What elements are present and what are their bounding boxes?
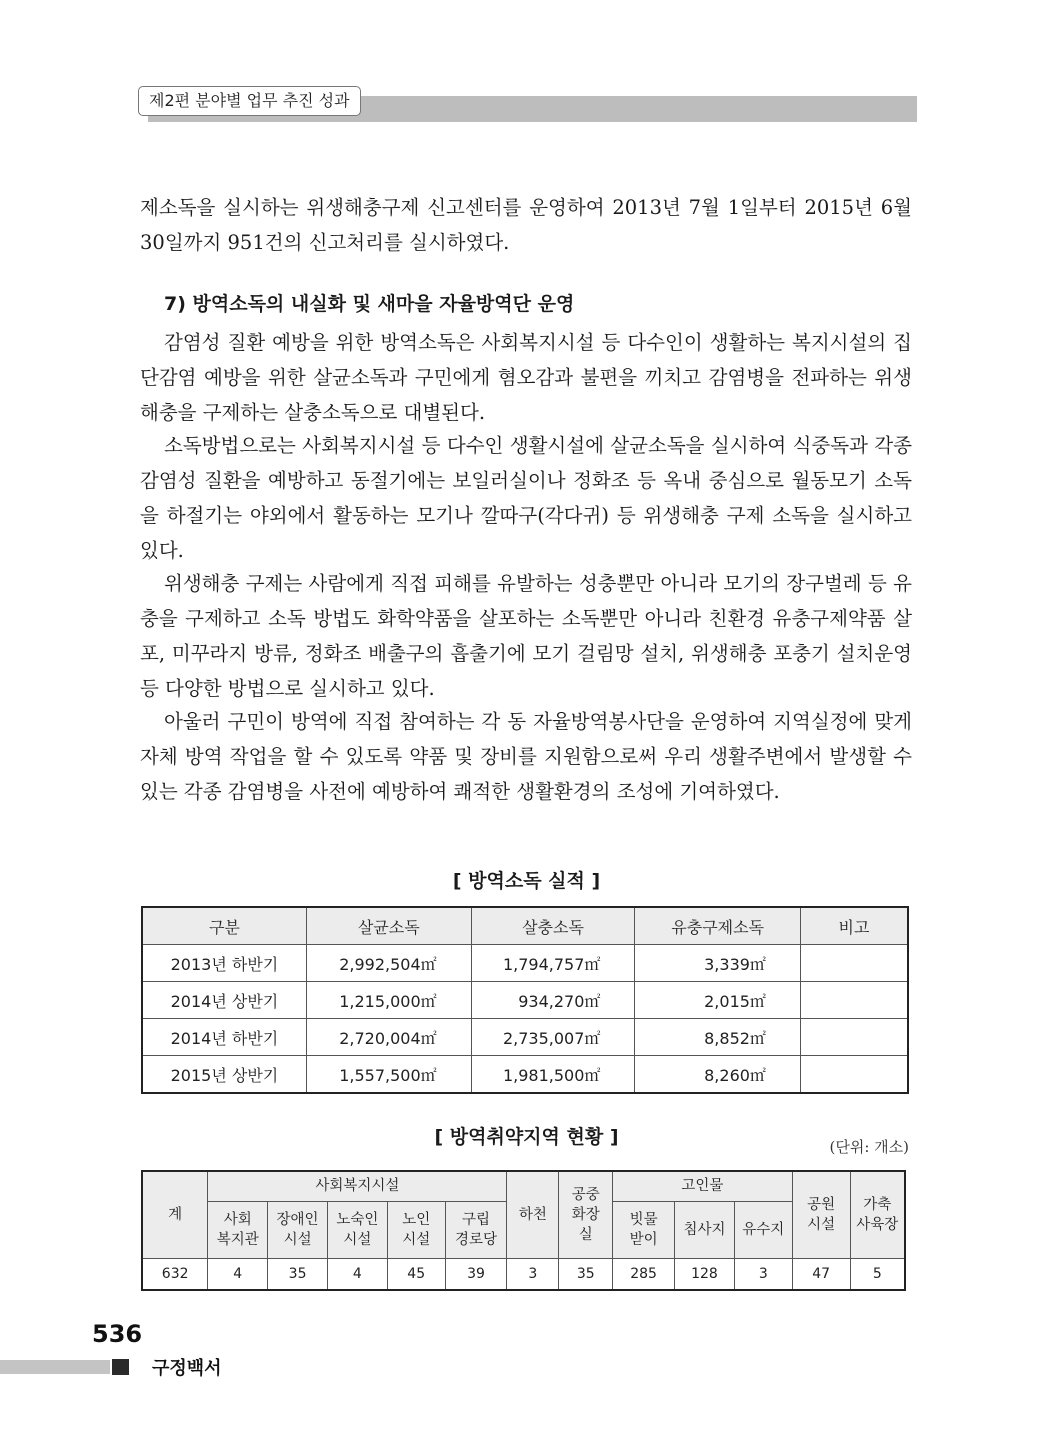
cell: 2,720,004㎡ [306,1019,471,1056]
subheading: 7) 방역소독의 내실화 및 새마을 자율방역단 운영 [164,293,575,315]
cell: 8,852㎡ [635,1019,801,1056]
cell: 4 [327,1258,387,1290]
row-label: 2014년 상반기 [142,982,306,1019]
col-subheader: 노숙인 시설 [327,1201,387,1258]
cell: 1,215,000㎡ [306,982,471,1019]
col-header-livestock: 가축 사육장 [850,1171,905,1258]
cell: 39 [445,1258,507,1290]
cell [800,945,908,982]
footer-square [112,1359,129,1375]
col-header-toilet: 공중 화장 실 [559,1171,613,1258]
cell: 1,981,500㎡ [471,1056,635,1094]
page-number: 536 [92,1320,143,1348]
col-subheader: 사회 복지관 [208,1201,268,1258]
row-label: 2013년 하반기 [142,945,306,982]
cell: 2,992,504㎡ [306,945,471,982]
cell: 8,260㎡ [635,1056,801,1094]
col-subheader: 노인 시설 [387,1201,445,1258]
col-header: 유충구제소독 [635,907,801,945]
cell: 3,339㎡ [635,945,801,982]
cell: 47 [792,1258,850,1290]
paragraph-continuation: 제소독을 실시하는 위생해충구제 신고센터를 운영하여 2013년 7월 1일부터 2015년 6월 30일까지 951건의 신고처리를 실시하였다. [140,196,912,254]
cell [800,982,908,1019]
vulnerable-areas-table [141,1170,906,1291]
row-label: 2014년 하반기 [142,1019,306,1056]
cell: 632 [142,1258,208,1290]
cell: 934,270㎡ [471,982,635,1019]
col-header: 살균소독 [306,907,471,945]
cell: 45 [387,1258,445,1290]
cell: 35 [559,1258,613,1290]
table-row [142,982,908,1019]
col-header-welfare: 사회복지시설 [208,1171,507,1201]
col-header-stagnant: 고인물 [613,1171,793,1201]
cell: 2,015㎡ [635,982,801,1019]
table1-caption: [ 방역소독 실적 ] [452,870,601,892]
col-header: 구분 [142,907,306,945]
paragraph-4: 아울러 구민이 방역에 직접 참여하는 각 동 자율방역봉사단을 운영하여 지역실정에 맞게 자체 방역 작업을 할 수 있도록 약품 및 장비를 지원함으로써 우리 생활주변에서 발생할 수 있는 각종 감염병을 사전에 예방하여 쾌적한 생활환경의 조성에 기여하였다. [140,710,912,803]
col-header: 살충소독 [471,907,635,945]
paragraph-1: 감염성 질환 예방을 위한 방역소독은 사회복지시설 등 다수인이 생활하는 복지시설의 집단감염 예방을 위한 살균소독과 구민에게 혐오감과 불편을 끼치고 감염병을 전파하는 위생해충을 구제하는 살충소독으로 대별된다. [140,331,912,424]
col-subheader: 유수지 [734,1201,792,1258]
cell [800,1019,908,1056]
cell: 3 [734,1258,792,1290]
cell: 128 [675,1258,735,1290]
cell: 285 [613,1258,675,1290]
table-row [142,1258,905,1290]
col-header: 비고 [800,907,908,945]
col-subheader: 침사지 [675,1201,735,1258]
cell: 2,735,007㎡ [471,1019,635,1056]
row-label: 2015년 상반기 [142,1056,306,1094]
unit-label: (단위: 개소) [829,1138,909,1156]
table-header-row [142,907,908,945]
table-row [142,1056,908,1094]
col-header-total: 계 [142,1171,208,1258]
cell: 1,794,757㎡ [471,945,635,982]
col-header-park: 공원 시설 [792,1171,850,1258]
cell: 3 [507,1258,559,1290]
col-subheader: 빗물 받이 [613,1201,675,1258]
cell: 4 [208,1258,268,1290]
cell [800,1056,908,1094]
table-row [142,945,908,982]
table-row [142,1019,908,1056]
paragraph-3: 위생해충 구제는 사람에게 직접 피해를 유발하는 성충뿐만 아니라 모기의 장구벌레 등 유충을 구제하고 소독 방법도 화학약품을 살포하는 소독뿐만 아니라 친환경 유충구제약품 살포, 미꾸라지 방류, 정화조 배출구의 흡출기에 모기 걸림망 설치, 위생해충 포충기 설치운영 등 다양한 방법으로 실시하고 있다. [140,572,912,700]
book-title: 구정백서 [152,1358,222,1379]
section-tab: 제2편 분야별 업무 추진 성과 [138,86,361,116]
disinfection-table [141,906,909,1094]
cell: 1,557,500㎡ [306,1056,471,1094]
cell: 5 [850,1258,905,1290]
cell: 35 [268,1258,328,1290]
col-header-stream: 하천 [507,1171,559,1258]
col-subheader: 구립 경로당 [445,1201,507,1258]
footer-bar [0,1360,110,1374]
paragraph-2: 소독방법으로는 사회복지시설 등 다수인 생활시설에 살균소독을 실시하여 식중독과 각종 감염성 질환을 예방하고 동절기에는 보일러실이나 정화조 등 옥내 중심으로 월동모기 소독을 하절기는 야외에서 활동하는 모기나 깔따구(각다귀) 등 위생해충 구제 소독을 실시하고 있다. [140,434,912,562]
table-header-row [142,1171,905,1201]
table2-caption: [ 방역취약지역 현황 ] [434,1126,619,1148]
col-subheader: 장애인 시설 [268,1201,328,1258]
